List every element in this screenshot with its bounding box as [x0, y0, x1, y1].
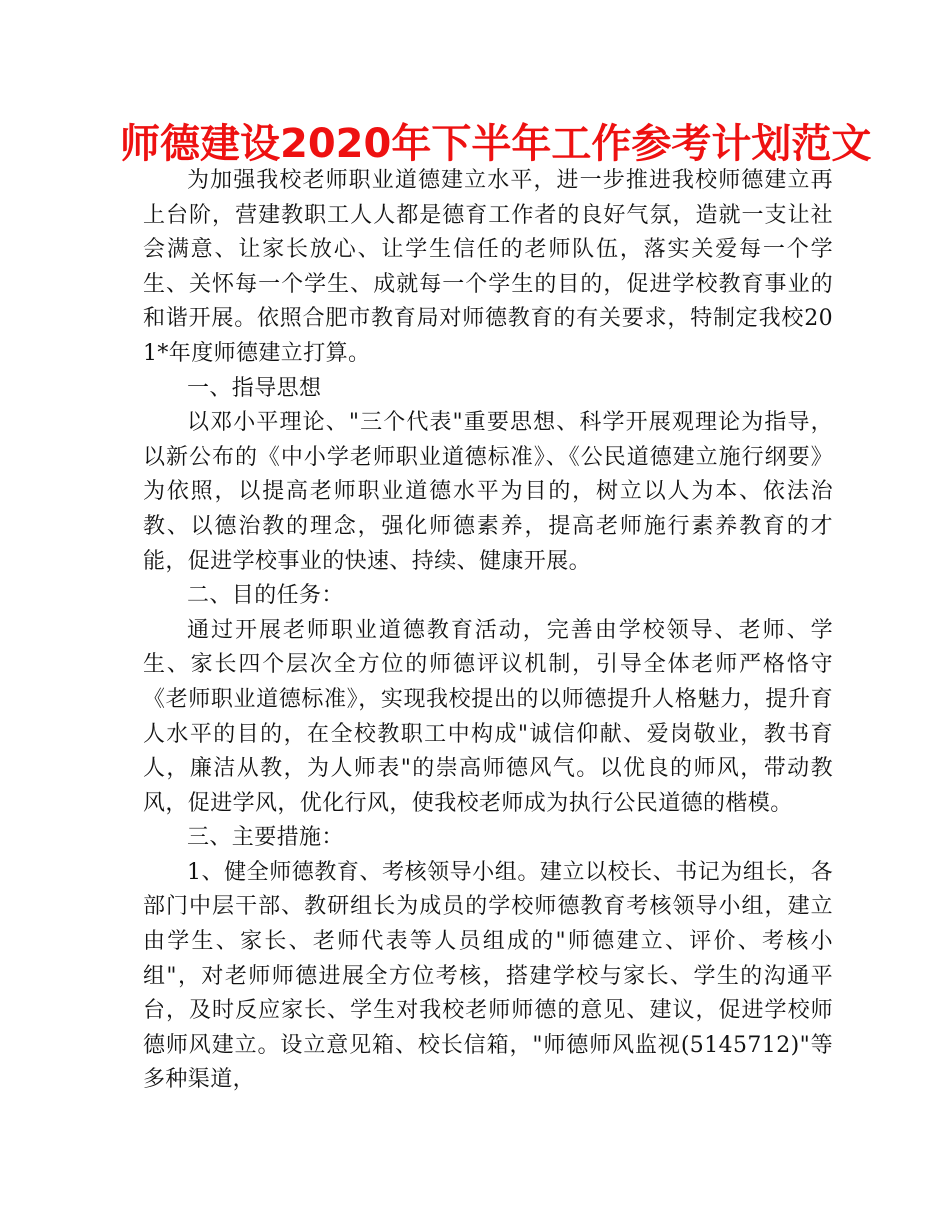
paragraph-guiding-ideology: 以邓小平理论、"三个代表"重要思想、科学开展观理论为指导，以新公布的《中小学老师职业道德标准》、《公民道德建立施行纲要》为依照，以提高老师职业道德水平为目的，树立以人为本、依法治教、以德治教的理念，强化师德素养，提高老师施行素养教育的才能，促进学校事业的快速、持续、健康开展。: [143, 410, 833, 574]
paragraph-goals-tasks: 通过开展老师职业道德教育活动，完善由学校领导、老师、学生、家长四个层次全方位的师德评议机制，引导全体老师严格恪守《老师职业道德标准》，实现我校提出的以师德提升人格魅力，提升育人水平的目的，在全校教职工中构成"诚信仰献、爱岗敬业，教书育人，廉洁从教，为人师表"的崇高师德风气。以优良的师风，带动教风，促进学风，优化行风，使我校老师成为执行公民道德的楷模。: [143, 617, 833, 816]
document-body: [143, 164, 833, 1098]
section-heading-main-measures: 三、主要措施：: [187, 825, 344, 851]
paragraph-intro: 为加强我校老师职业道德建立水平，进一步推进我校师德建立再上台阶，营建教职工人人都是德育工作者的良好气氛，造就一支让社会满意、让家长放心、让学生信任的老师队伍，落实关爱每一个学生、关怀每一个学生、成就每一个学生的目的，促进学校教育事业的和谐开展。依照合肥市教育局对师德教育的有关要求，特制定我校201*年度师德建立打算。: [143, 168, 833, 366]
section-heading-goals-tasks: 二、目的任务：: [187, 583, 344, 609]
document-title: 师德建设2020年下半年工作参考计划范文: [120, 121, 872, 167]
paragraph-measure-1: 1、健全师德教育、考核领导小组。建立以校长、书记为组长，各部门中层干部、教研组长为成员的学校师德教育考核领导小组，建立由学生、家长、老师代表等人员组成的"师德建立、评价、考核小组"，对老师师德进展全方位考核，搭建学校与家长、学生的沟通平台，及时反应家长、学生对我校老师师德的意见、建议，促进学校师德师风建立。设立意见箱、校长信箱，"师德师风监视(5145712)"等多种渠道，: [143, 859, 833, 1093]
section-heading-guiding-ideology: 一、指导思想: [187, 375, 322, 401]
